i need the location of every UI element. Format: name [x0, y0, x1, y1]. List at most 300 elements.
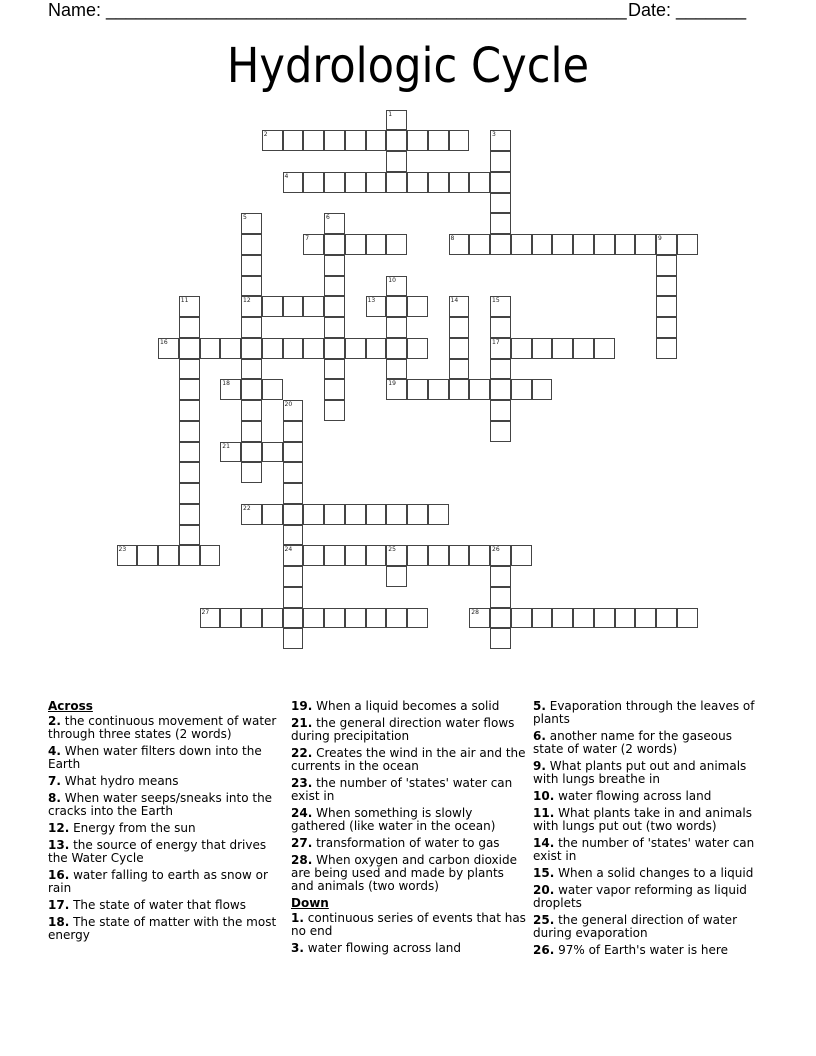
grid-cell[interactable] — [324, 317, 345, 338]
grid-cell[interactable] — [490, 172, 511, 193]
clue-number: 5. — [533, 699, 546, 713]
grid-cell[interactable] — [324, 276, 345, 297]
grid-cell[interactable] — [490, 234, 511, 255]
grid-cell[interactable] — [428, 545, 449, 566]
grid-cell[interactable] — [532, 608, 553, 629]
clue-number: 9. — [533, 759, 546, 773]
clue-across-27 — [291, 837, 527, 850]
clue-text: the number of 'states' water can exist in — [291, 776, 513, 803]
grid-cell[interactable] — [324, 213, 345, 234]
clue-across-22 — [291, 747, 527, 773]
grid-cell[interactable] — [449, 379, 470, 400]
grid-cell[interactable] — [386, 608, 407, 629]
grid-cell[interactable] — [324, 608, 345, 629]
clue-number-label: 15 — [492, 297, 500, 305]
grid-cell[interactable] — [241, 255, 262, 276]
clue-number: 20. — [533, 883, 555, 897]
grid-cell[interactable] — [283, 483, 304, 504]
grid-cell[interactable] — [386, 338, 407, 359]
grid-cell[interactable] — [345, 545, 366, 566]
clue-down-10 — [533, 790, 763, 803]
grid-cell[interactable] — [386, 504, 407, 525]
grid-cell[interactable] — [262, 130, 283, 151]
grid-cell[interactable] — [511, 608, 532, 629]
grid-cell[interactable] — [366, 545, 387, 566]
clue-text: The state of matter with the most energy — [48, 915, 277, 942]
grid-cell[interactable] — [490, 587, 511, 608]
clue-number: 2. — [48, 714, 61, 728]
clue-text: When oxygen and carbon dioxide are being used and made by plants and animals (two words) — [291, 853, 517, 893]
grid-cell[interactable] — [241, 213, 262, 234]
grid-cell[interactable] — [469, 172, 490, 193]
clue-number: 8. — [48, 791, 61, 805]
grid-cell[interactable] — [573, 234, 594, 255]
clue-number-label: 6 — [326, 214, 330, 222]
grid-cell[interactable] — [241, 359, 262, 380]
grid-cell[interactable] — [490, 193, 511, 214]
grid-cell[interactable] — [303, 234, 324, 255]
grid-cell[interactable] — [449, 172, 470, 193]
clue-number: 28. — [291, 853, 313, 867]
grid-cell[interactable] — [490, 379, 511, 400]
clue-text: continuous series of events that has no end — [291, 911, 526, 938]
grid-cell[interactable] — [656, 234, 677, 255]
clue-number: 26. — [533, 943, 555, 957]
grid-cell[interactable] — [262, 442, 283, 463]
grid-cell[interactable] — [262, 379, 283, 400]
grid-cell[interactable] — [179, 545, 200, 566]
clue-text: 97% of Earth's water is here — [558, 943, 728, 957]
grid-cell[interactable] — [262, 608, 283, 629]
grid-cell[interactable] — [303, 608, 324, 629]
grid-cell[interactable] — [303, 130, 324, 151]
grid-cell[interactable] — [366, 608, 387, 629]
clue-number-label: 21 — [222, 442, 230, 450]
clue-number: 21. — [291, 716, 313, 730]
clue-number: 15. — [533, 866, 555, 880]
clue-number: 10. — [533, 789, 555, 803]
grid-cell[interactable] — [179, 359, 200, 380]
clue-number: 14. — [533, 836, 555, 850]
grid-cell[interactable] — [407, 504, 428, 525]
grid-cell[interactable] — [345, 504, 366, 525]
grid-cell[interactable] — [407, 296, 428, 317]
clues-column-3 — [533, 700, 763, 961]
clue-text: Evaporation through the leaves of plants — [533, 699, 755, 726]
grid-cell[interactable] — [303, 296, 324, 317]
grid-cell[interactable] — [656, 276, 677, 297]
clue-number: 1. — [291, 911, 304, 925]
clue-across-17 — [48, 899, 280, 912]
grid-cell[interactable] — [386, 317, 407, 338]
clue-down-6 — [533, 730, 763, 756]
grid-cell[interactable] — [490, 566, 511, 587]
clue-number-label: 4 — [284, 172, 289, 180]
grid-cell[interactable] — [324, 379, 345, 400]
grid-cell[interactable] — [303, 545, 324, 566]
grid-cell[interactable] — [407, 130, 428, 151]
grid-cell[interactable] — [179, 462, 200, 483]
clue-text: transformation of water to gas — [316, 836, 500, 850]
grid-cell[interactable] — [283, 338, 304, 359]
clue-text: What plants put out and animals with lungs breathe in — [533, 759, 747, 786]
grid-cell[interactable] — [283, 608, 304, 629]
grid-cell[interactable] — [241, 379, 262, 400]
clue-text: When water filters down into the Earth — [48, 744, 262, 771]
grid-cell[interactable] — [200, 545, 221, 566]
clue-number: 12. — [48, 821, 70, 835]
clue-number: 17. — [48, 898, 70, 912]
grid-cell[interactable] — [179, 317, 200, 338]
clue-number: 7. — [48, 774, 61, 788]
grid-cell[interactable] — [677, 608, 698, 629]
clue-number: 11. — [533, 806, 555, 820]
grid-cell[interactable] — [386, 545, 407, 566]
grid-cell[interactable] — [324, 234, 345, 255]
grid-cell[interactable] — [324, 338, 345, 359]
clue-text: When water seeps/sneaks into the cracks into the Earth — [48, 791, 273, 818]
grid-cell[interactable] — [200, 338, 221, 359]
grid-cell[interactable] — [407, 545, 428, 566]
grid-cell[interactable] — [241, 608, 262, 629]
clue-number: 27. — [291, 836, 313, 850]
grid-cell[interactable] — [532, 338, 553, 359]
grid-cell[interactable] — [241, 296, 262, 317]
grid-cell[interactable] — [283, 545, 304, 566]
grid-cell[interactable] — [241, 400, 262, 421]
grid-cell[interactable] — [428, 379, 449, 400]
clue-text: What plants take in and animals with lungs put out (two words) — [533, 806, 752, 833]
grid-cell[interactable] — [386, 379, 407, 400]
grid-cell[interactable] — [386, 110, 407, 131]
grid-cell[interactable] — [283, 130, 304, 151]
grid-cell[interactable] — [241, 234, 262, 255]
grid-cell[interactable] — [635, 608, 656, 629]
clue-across-18 — [48, 916, 280, 942]
grid-cell[interactable] — [179, 483, 200, 504]
clue-number-label: 19 — [388, 380, 396, 388]
grid-cell[interactable] — [490, 213, 511, 234]
grid-cell[interactable] — [594, 234, 615, 255]
clue-number: 19. — [291, 699, 313, 713]
grid-cell[interactable] — [220, 338, 241, 359]
grid-cell[interactable] — [656, 255, 677, 276]
clue-number-label: 26 — [492, 546, 500, 554]
grid-cell[interactable] — [117, 545, 138, 566]
grid-cell[interactable] — [490, 317, 511, 338]
clue-text: the general direction of water during evaporation — [533, 913, 737, 940]
grid-cell[interactable] — [324, 296, 345, 317]
clue-text: the general direction water flows during precipitation — [291, 716, 515, 743]
clue-text: water flowing across land — [307, 941, 462, 955]
grid-cell[interactable] — [677, 234, 698, 255]
grid-cell[interactable] — [407, 608, 428, 629]
grid-cell[interactable] — [449, 317, 470, 338]
grid-cell[interactable] — [345, 172, 366, 193]
grid-cell[interactable] — [594, 608, 615, 629]
clue-text: The state of water that flows — [73, 898, 246, 912]
clue-text: When a solid changes to a liquid — [558, 866, 754, 880]
clue-number-label: 8 — [450, 235, 455, 242]
grid-cell[interactable] — [283, 442, 304, 463]
grid-cell[interactable] — [511, 234, 532, 255]
grid-cell[interactable] — [532, 379, 553, 400]
grid-cell[interactable] — [324, 504, 345, 525]
grid-cell[interactable] — [656, 338, 677, 359]
grid-cell[interactable] — [490, 400, 511, 421]
clue-text: the continuous movement of water through three states (2 words) — [48, 714, 277, 741]
clue-down-14 — [533, 837, 763, 863]
grid-cell[interactable] — [490, 130, 511, 151]
clue-number-label: 12 — [243, 297, 251, 305]
grid-cell[interactable] — [490, 296, 511, 317]
grid-cell[interactable] — [324, 172, 345, 193]
clue-down-3 — [291, 942, 527, 955]
clue-number: 23. — [291, 776, 313, 790]
grid-cell[interactable] — [656, 608, 677, 629]
clue-text: What hydro means — [64, 774, 179, 788]
grid-cell[interactable] — [469, 608, 490, 629]
grid-cell[interactable] — [615, 608, 636, 629]
grid-cell[interactable] — [594, 338, 615, 359]
grid-cell[interactable] — [407, 172, 428, 193]
grid-cell[interactable] — [656, 296, 677, 317]
grid-cell[interactable] — [490, 359, 511, 380]
grid-cell[interactable] — [241, 317, 262, 338]
grid-cell[interactable] — [241, 442, 262, 463]
grid-cell[interactable] — [428, 504, 449, 525]
grid-cell[interactable] — [158, 545, 179, 566]
grid-cell[interactable] — [220, 608, 241, 629]
grid-cell[interactable] — [283, 566, 304, 587]
grid-cell[interactable] — [469, 545, 490, 566]
grid-cell[interactable] — [573, 608, 594, 629]
grid-cell[interactable] — [449, 545, 470, 566]
grid-cell[interactable] — [179, 504, 200, 525]
clue-down-11 — [533, 807, 763, 833]
grid-cell[interactable] — [428, 130, 449, 151]
clue-across-19 — [291, 700, 527, 713]
grid-cell[interactable] — [511, 338, 532, 359]
grid-cell[interactable] — [283, 525, 304, 546]
clue-across-2 — [48, 715, 280, 741]
grid-cell[interactable] — [345, 130, 366, 151]
grid-cell[interactable] — [386, 172, 407, 193]
grid-cell[interactable] — [179, 379, 200, 400]
clue-number-label: 1 — [388, 110, 393, 118]
grid-cell[interactable] — [386, 234, 407, 255]
grid-cell[interactable] — [262, 504, 283, 525]
clue-down-9 — [533, 760, 763, 786]
grid-cell[interactable] — [241, 276, 262, 297]
clue-down-20 — [533, 884, 763, 910]
grid-cell[interactable] — [324, 400, 345, 421]
grid-cell[interactable] — [511, 379, 532, 400]
grid-cell[interactable] — [386, 130, 407, 151]
clue-number: 13. — [48, 838, 70, 852]
grid-cell[interactable] — [469, 234, 490, 255]
grid-cell[interactable] — [283, 296, 304, 317]
grid-cell[interactable] — [179, 421, 200, 442]
grid-cell[interactable] — [490, 151, 511, 172]
clue-number-label: 10 — [388, 276, 396, 284]
grid-cell[interactable] — [366, 504, 387, 525]
grid-cell[interactable] — [386, 296, 407, 317]
clue-number-label: 3 — [492, 131, 496, 139]
clue-number: 16. — [48, 868, 70, 882]
grid-cell[interactable] — [449, 359, 470, 380]
grid-cell[interactable] — [324, 130, 345, 151]
grid-cell[interactable] — [511, 545, 532, 566]
grid-cell[interactable] — [407, 338, 428, 359]
grid-cell[interactable] — [262, 296, 283, 317]
grid-cell[interactable] — [656, 317, 677, 338]
clue-number: 18. — [48, 915, 70, 929]
grid-cell[interactable] — [283, 587, 304, 608]
clue-number-label: 16 — [160, 338, 168, 346]
clue-text: Creates the wind in the air and the currents in the ocean — [291, 746, 526, 773]
grid-cell[interactable] — [366, 172, 387, 193]
grid-cell[interactable] — [303, 172, 324, 193]
clue-number: 25. — [533, 913, 555, 927]
clue-number-label: 7 — [305, 235, 310, 242]
grid-cell[interactable] — [386, 276, 407, 297]
grid-cell[interactable] — [552, 338, 573, 359]
clue-number-label: 28 — [471, 608, 479, 616]
clue-text: Energy from the sun — [73, 821, 196, 835]
clue-text: When a liquid becomes a solid — [316, 699, 500, 713]
clue-number-label: 5 — [243, 214, 247, 222]
clue-text: the number of 'states' water can exist in — [533, 836, 755, 863]
clue-across-16 — [48, 869, 280, 895]
grid-cell[interactable] — [179, 296, 200, 317]
grid-cell[interactable] — [345, 338, 366, 359]
grid-cell[interactable] — [552, 608, 573, 629]
grid-cell[interactable] — [179, 400, 200, 421]
grid-cell[interactable] — [490, 608, 511, 629]
name-field-label: Name: ____________________________________________________ — [48, 0, 627, 20]
grid-cell[interactable] — [552, 234, 573, 255]
grid-cell[interactable] — [283, 462, 304, 483]
grid-cell[interactable] — [262, 338, 283, 359]
clue-number: 6. — [533, 729, 546, 743]
clue-number: 24. — [291, 806, 313, 820]
grid-cell[interactable] — [490, 545, 511, 566]
grid-cell[interactable] — [449, 296, 470, 317]
grid-cell[interactable] — [469, 379, 490, 400]
grid-cell[interactable] — [635, 234, 656, 255]
clue-text: When something is slowly gathered (like water in the ocean) — [291, 806, 496, 833]
page-title: Hydrologic Cycle — [226, 38, 590, 94]
date-field-label: Date: _______ — [628, 0, 747, 20]
grid-cell[interactable] — [386, 566, 407, 587]
grid-cell[interactable] — [179, 525, 200, 546]
clue-number-label: 17 — [492, 338, 500, 346]
crossword-grid — [117, 110, 717, 670]
clue-down-26 — [533, 944, 763, 957]
clue-number-label: 25 — [388, 546, 396, 554]
grid-cell[interactable] — [386, 151, 407, 172]
grid-cell[interactable] — [241, 421, 262, 442]
grid-cell[interactable] — [241, 338, 262, 359]
grid-cell[interactable] — [200, 608, 221, 629]
grid-cell[interactable] — [137, 545, 158, 566]
grid-cell[interactable] — [490, 628, 511, 649]
grid-cell[interactable] — [220, 379, 241, 400]
grid-cell[interactable] — [490, 421, 511, 442]
grid-cell[interactable] — [345, 608, 366, 629]
grid-cell[interactable] — [179, 442, 200, 463]
clue-number-label: 2 — [263, 131, 268, 139]
grid-cell[interactable] — [366, 234, 387, 255]
across-heading: Across — [48, 699, 93, 713]
grid-cell[interactable] — [345, 234, 366, 255]
grid-cell[interactable] — [449, 130, 470, 151]
clue-number-label: 14 — [450, 297, 459, 305]
clue-number-label: 20 — [284, 401, 293, 408]
grid-cell[interactable] — [324, 545, 345, 566]
clue-down-25 — [533, 914, 763, 940]
clue-across-13 — [48, 839, 280, 865]
clue-number-label: 27 — [201, 608, 210, 616]
clues-column-1 — [48, 700, 280, 946]
clue-number-label: 24 — [284, 546, 293, 554]
grid-cell[interactable] — [449, 234, 470, 255]
clue-across-7 — [48, 775, 280, 788]
grid-cell[interactable] — [366, 130, 387, 151]
grid-cell[interactable] — [179, 338, 200, 359]
grid-cell[interactable] — [366, 296, 387, 317]
grid-cell[interactable] — [283, 504, 304, 525]
grid-cell[interactable] — [428, 172, 449, 193]
clue-number-label: 23 — [118, 546, 127, 554]
grid-cell[interactable] — [573, 338, 594, 359]
grid-cell[interactable] — [303, 338, 324, 359]
grid-cell[interactable] — [490, 338, 511, 359]
grid-cell[interactable] — [283, 172, 304, 193]
clue-number-label: 18 — [222, 380, 230, 388]
clue-across-28 — [291, 854, 527, 893]
clue-number: 3. — [291, 941, 304, 955]
grid-cell[interactable] — [241, 462, 262, 483]
clue-text: the source of energy that drives the Water Cycle — [48, 838, 267, 865]
clue-number-label: 9 — [658, 235, 662, 242]
grid-cell[interactable] — [532, 234, 553, 255]
clue-number-label: 22 — [243, 504, 251, 512]
grid-cell[interactable] — [366, 338, 387, 359]
clue-down-1 — [291, 912, 527, 938]
grid-cell[interactable] — [449, 338, 470, 359]
grid-cell[interactable] — [324, 255, 345, 276]
clue-number: 22. — [291, 746, 313, 760]
grid-cell[interactable] — [158, 338, 179, 359]
clue-text: water vapor reforming as liquid droplets — [533, 883, 747, 910]
grid-cell[interactable] — [283, 400, 304, 421]
grid-cell[interactable] — [386, 359, 407, 380]
grid-cell[interactable] — [283, 628, 304, 649]
clue-number-label: 13 — [367, 297, 376, 305]
grid-cell[interactable] — [407, 379, 428, 400]
clue-number-label: 11 — [180, 297, 189, 305]
grid-cell[interactable] — [303, 504, 324, 525]
grid-cell[interactable] — [324, 359, 345, 380]
grid-cell[interactable] — [283, 421, 304, 442]
grid-cell[interactable] — [220, 442, 241, 463]
clue-across-21 — [291, 717, 527, 743]
grid-cell[interactable] — [615, 234, 636, 255]
header — [48, 0, 747, 20]
grid-cell[interactable] — [241, 504, 262, 525]
